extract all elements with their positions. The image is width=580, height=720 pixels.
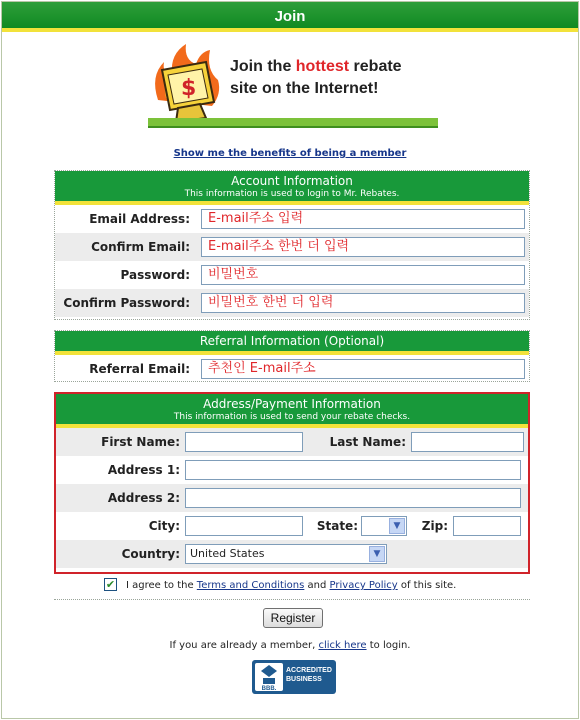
site-logo bbox=[148, 40, 438, 128]
city-state-zip-row bbox=[56, 512, 528, 540]
address2-row bbox=[56, 484, 528, 512]
svg-text:$: $ bbox=[181, 76, 197, 101]
confirm-password-label: Confirm Password: bbox=[63, 296, 190, 310]
account-section-title: Account Information bbox=[231, 174, 353, 188]
login-link[interactable]: click here bbox=[318, 640, 367, 651]
svg-text:BBB.: BBB. bbox=[261, 686, 277, 691]
zip-label: Zip: bbox=[421, 519, 448, 533]
bbb-accredited-badge bbox=[252, 660, 336, 694]
zip-input[interactable] bbox=[453, 516, 521, 536]
email-row bbox=[55, 205, 529, 233]
bbb-seal-icon bbox=[255, 663, 283, 691]
referral-section-header bbox=[55, 331, 529, 355]
referral-email-label: Referral Email: bbox=[89, 362, 190, 376]
confirm-email-input[interactable]: E-mail주소 한번 더 입력 bbox=[201, 237, 525, 257]
agreement-text: I agree to the Terms and Conditions and Privacy Policy of this site. bbox=[126, 580, 457, 591]
referral-information-section bbox=[54, 330, 530, 382]
bbb-text: ACCREDITED BUSINESS bbox=[286, 667, 332, 683]
email-label: Email Address: bbox=[89, 212, 190, 226]
chevron-down-icon[interactable]: ▼ bbox=[369, 546, 385, 562]
address1-input[interactable] bbox=[185, 460, 521, 480]
agree-checkbox[interactable] bbox=[104, 578, 117, 591]
address1-label: Address 1: bbox=[107, 463, 180, 477]
address-section-header bbox=[56, 394, 528, 428]
state-select[interactable] bbox=[361, 516, 407, 536]
account-section-subtitle: This information is used to login to Mr. Rebates. bbox=[184, 189, 400, 199]
city-input[interactable] bbox=[185, 516, 303, 536]
city-label: City: bbox=[148, 519, 180, 533]
flaming-computer-icon bbox=[148, 40, 226, 126]
logo-tagline: Join the hottest rebate site on the Internet! bbox=[230, 58, 402, 97]
confirm-email-row bbox=[55, 233, 529, 261]
country-selected-value: United States bbox=[190, 547, 265, 560]
country-row bbox=[56, 540, 528, 568]
password-row bbox=[55, 261, 529, 289]
benefits-link[interactable]: Show me the benefits of being a member bbox=[173, 148, 407, 159]
state-label: State: bbox=[316, 519, 358, 533]
first-name-label: First Name: bbox=[101, 435, 180, 449]
referral-email-row bbox=[55, 355, 529, 383]
last-name-label: Last Name: bbox=[329, 435, 406, 449]
checkmark-icon: ✔ bbox=[105, 578, 116, 591]
login-prompt: If you are already a member, click here to login. bbox=[169, 640, 411, 651]
address-payment-section bbox=[54, 392, 530, 574]
account-section-header bbox=[55, 171, 529, 205]
address-section-subtitle: This information is used to send your rebate checks. bbox=[173, 412, 411, 422]
terms-agreement bbox=[54, 578, 530, 600]
chevron-down-icon[interactable]: ▼ bbox=[389, 518, 405, 534]
join-page bbox=[1, 1, 579, 719]
country-select[interactable] bbox=[185, 544, 387, 564]
terms-link[interactable]: Terms and Conditions bbox=[196, 580, 305, 591]
page-title: Join bbox=[2, 2, 578, 32]
logo-underline bbox=[148, 118, 438, 128]
account-information-section bbox=[54, 170, 530, 320]
referral-email-input[interactable]: 추천인 E-mail주소 bbox=[201, 359, 525, 379]
address-section-title: Address/Payment Information bbox=[203, 397, 381, 411]
address2-input[interactable] bbox=[185, 488, 521, 508]
first-name-input[interactable] bbox=[185, 432, 303, 452]
email-input[interactable]: E-mail주소 입력 bbox=[201, 209, 525, 229]
register-button[interactable]: Register bbox=[263, 608, 323, 628]
privacy-link[interactable]: Privacy Policy bbox=[329, 580, 398, 591]
name-row bbox=[56, 428, 528, 456]
address2-label: Address 2: bbox=[107, 491, 180, 505]
address1-row bbox=[56, 456, 528, 484]
country-label: Country: bbox=[121, 547, 180, 561]
password-label: Password: bbox=[120, 268, 190, 282]
last-name-input[interactable] bbox=[411, 432, 524, 452]
referral-section-title: Referral Information (Optional) bbox=[199, 334, 385, 348]
confirm-email-label: Confirm Email: bbox=[91, 240, 190, 254]
password-input[interactable]: 비밀번호 bbox=[201, 265, 525, 285]
confirm-password-input[interactable]: 비밀번호 한번 더 입력 bbox=[201, 293, 525, 313]
confirm-password-row bbox=[55, 289, 529, 317]
